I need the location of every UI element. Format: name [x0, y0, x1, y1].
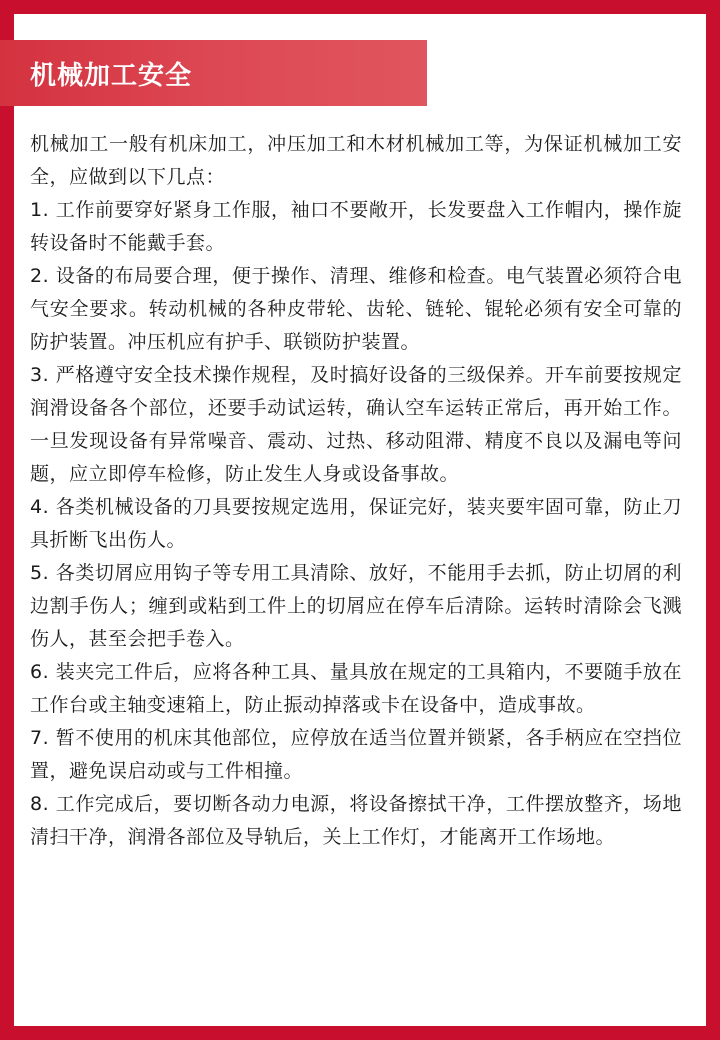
rule-item-7: 7. 暂不使用的机床其他部位，应停放在适当位置并锁紧，各手柄应在空挡位置，避免误启动或与工件相撞。: [30, 727, 682, 782]
rule-item-2: 2. 设备的布局要合理，便于操作、清理、维修和检查。电气装置必须符合电气安全要求。转动机械的各种皮带轮、齿轮、链轮、锟轮必须有安全可靠的防护装置。冲压机应有护手、联锁防护装置。: [30, 265, 682, 353]
article-body: [30, 128, 682, 854]
rule-item-8: 8. 工作完成后，要切断各动力电源，将设备擦拭干净，工件摆放整齐，场地清扫干净，润滑各部位及导轨后，关上工作灯，才能离开工作场地。: [30, 793, 682, 848]
intro-paragraph: 机械加工一般有机床加工，冲压加工和木材机械加工等，为保证机械加工安全，应做到以下几点：: [30, 133, 682, 188]
rule-item-5: 5. 各类切屑应用钩子等专用工具清除、放好，不能用手去抓，防止切屑的利边割手伤人；缠到或粘到工件上的切屑应在停车后清除。运转时清除会飞溅伤人，甚至会把手卷入。: [30, 562, 682, 650]
rule-item-6: 6. 装夹完工件后，应将各种工具、量具放在规定的工具箱内，不要随手放在工作台或主轴变速箱上，防止振动掉落或卡在设备中，造成事故。: [30, 661, 682, 716]
rule-item-3: 3. 严格遵守安全技术操作规程，及时搞好设备的三级保养。开车前要按规定润滑设备各个部位，还要手动试运转，确认空车运转正常后，再开始工作。一旦发现设备有异常噪音、震动、过热、移动阻滞、精度不良以及漏电等问题，应立即停车检修，防止发生人身或设备事故。: [30, 364, 682, 485]
title-banner: [0, 40, 427, 106]
rule-item-4: 4. 各类机械设备的刀具要按规定选用，保证完好，装夹要牢固可靠，防止刀具折断飞出伤人。: [30, 496, 682, 551]
rule-item-1: 1. 工作前要穿好紧身工作服，袖口不要敞开，长发要盘入工作帽内，操作旋转设备时不能戴手套。: [30, 199, 682, 254]
page-title: 机械加工安全: [30, 60, 193, 91]
